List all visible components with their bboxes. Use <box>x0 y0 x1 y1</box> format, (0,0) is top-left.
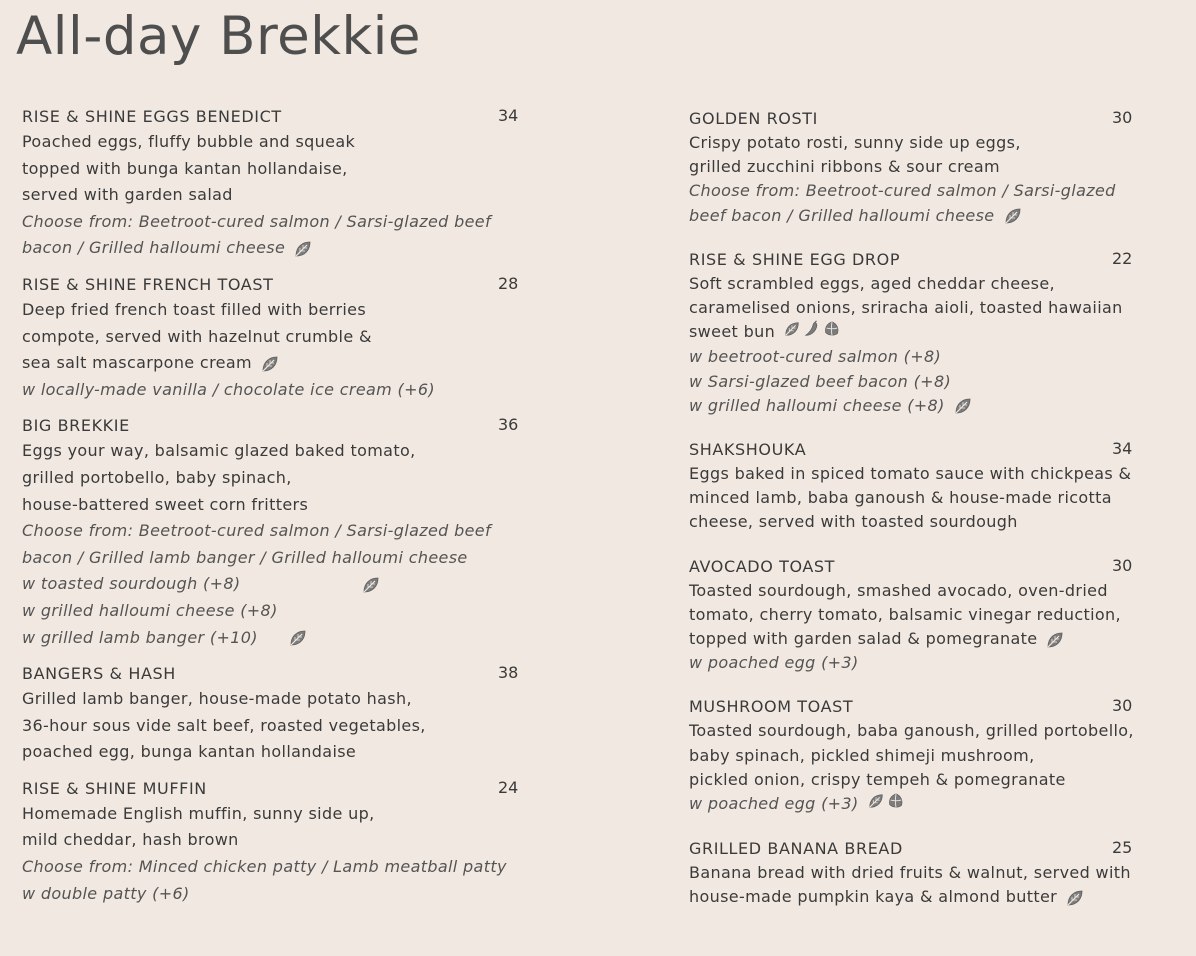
item-description: Grilled lamb banger, house-made potato hash, <box>22 689 412 709</box>
item-name: GOLDEN ROSTI <box>689 109 818 128</box>
item-price: 22 <box>1112 248 1133 268</box>
item-name: RISE & SHINE MUFFIN <box>22 778 207 798</box>
item-description: poached egg, bunga kantan hollandaise <box>22 742 357 762</box>
left-column <box>22 105 562 918</box>
vegetarian-leaf-icon <box>361 575 381 595</box>
item-description: house-battered sweet corn fritters <box>22 494 309 514</box>
item-price: 36 <box>498 415 519 435</box>
item-price: 34 <box>498 106 519 125</box>
item-description: Toasted sourdough, smashed avocado, oven-dried <box>689 580 1108 600</box>
item-description: Crispy potato rosti, sunny side up eggs, <box>689 133 1021 152</box>
menu-item-shakshouka <box>689 438 1189 535</box>
item-name: MUSHROOM TOAST <box>689 697 854 717</box>
menu-item-eggs-benedict <box>22 105 562 262</box>
item-description: Deep fried french toast filled with berries <box>22 299 367 319</box>
item-option: Choose from: Beetroot-cured salmon / Sarsi-glazed <box>689 181 1116 201</box>
vegetarian-leaf-icon <box>288 628 308 648</box>
menu-item-muffin <box>22 777 562 907</box>
item-description: cheese, served with toasted sourdough <box>689 512 1018 532</box>
item-description: mild cheddar, hash brown <box>22 830 239 850</box>
vegetarian-leaf-icon <box>867 792 885 817</box>
item-description: grilled portobello, baby spinach, <box>22 467 292 487</box>
item-price: 30 <box>1112 696 1133 716</box>
menu-title: All-day Brekkie <box>16 6 421 67</box>
right-column <box>689 107 1189 930</box>
item-option: w Sarsi-glazed beef bacon (+8) <box>689 371 952 391</box>
item-description: Poached eggs, fluffy bubble and squeak <box>22 132 356 151</box>
item-description: topped with garden salad & pomegranate <box>689 627 1189 651</box>
item-description: Banana bread with dried fruits & walnut, served with <box>689 863 1131 883</box>
item-price: 38 <box>498 663 519 683</box>
vegetarian-leaf-icon <box>1045 630 1065 650</box>
item-option: w poached egg (+3) <box>689 653 859 673</box>
item-option: Choose from: Minced chicken patty / Lamb meatball patty <box>22 857 507 877</box>
item-price: 25 <box>1112 838 1133 858</box>
vegetarian-leaf-icon <box>783 320 801 345</box>
menu-item-french-toast <box>22 273 562 403</box>
item-description: minced lamb, baba ganoush & house-made ricotta <box>689 488 1112 508</box>
menu-item-banana-bread <box>689 837 1189 909</box>
item-price: 28 <box>498 273 519 293</box>
spicy-chili-icon <box>803 320 821 345</box>
item-name: RISE & SHINE FRENCH TOAST <box>22 274 274 294</box>
item-option: w locally-made vanilla / chocolate ice cream (+6) <box>22 379 436 399</box>
item-description: topped with bunga kantan hollandaise, <box>22 158 348 178</box>
item-description: house-made pumpkin kaya & almond butter <box>689 885 1189 909</box>
item-option: w grilled lamb banger (+10) <box>22 625 562 652</box>
item-option: w poached egg (+3) <box>689 792 1189 817</box>
item-option: w double patty (+6) <box>22 883 190 903</box>
item-description: compote, served with hazelnut crumble & <box>22 326 372 346</box>
dietary-icons <box>867 792 907 817</box>
item-description: sea salt mascarpone cream <box>22 350 562 377</box>
item-description: grilled zucchini ribbons & sour cream <box>689 157 1000 177</box>
item-option: w beetroot-cured salmon (+8) <box>689 347 942 367</box>
item-price: 30 <box>1112 555 1133 575</box>
menu-item-egg-drop <box>689 248 1189 418</box>
contains-nuts-icon <box>887 792 905 817</box>
item-option: Choose from: Beetroot-cured salmon / Sarsi-glazed beef <box>22 211 491 231</box>
vegetarian-leaf-icon <box>1003 206 1023 226</box>
item-name: SHAKSHOUKA <box>689 440 807 460</box>
vegetarian-leaf-icon <box>953 396 973 416</box>
item-description: caramelised onions, sriracha aioli, toasted hawaiian <box>689 298 1123 318</box>
item-name: AVOCADO TOAST <box>689 556 836 576</box>
item-description: served with garden salad <box>22 185 233 205</box>
item-option: w grilled halloumi cheese (+8) <box>22 600 278 620</box>
item-name: GRILLED BANANA BREAD <box>689 839 903 859</box>
item-description: pickled onion, crispy tempeh & pomegranate <box>689 769 1066 789</box>
item-option: beef bacon / Grilled halloumi cheese <box>689 204 1189 228</box>
menu-item-bangers-hash <box>22 662 562 766</box>
contains-nuts-icon <box>823 320 841 345</box>
item-option: w toasted sourdough (+8) <box>22 571 562 598</box>
item-description: Toasted sourdough, baba ganoush, grilled portobello, <box>689 721 1134 741</box>
item-option: w grilled halloumi cheese (+8) <box>689 394 1189 418</box>
item-description: 36-hour sous vide salt beef, roasted vegetables, <box>22 715 426 735</box>
item-description: Eggs baked in spiced tomato sauce with chickpeas & <box>689 464 1132 484</box>
item-name: BIG BREKKIE <box>22 416 130 436</box>
item-name: BANGERS & HASH <box>22 664 176 684</box>
item-description: baby spinach, pickled shimeji mushroom, <box>689 745 1035 765</box>
vegetarian-leaf-icon <box>260 354 280 374</box>
item-description: Soft scrambled eggs, aged cheddar cheese, <box>689 273 1055 293</box>
item-name: RISE & SHINE EGGS BENEDICT <box>22 107 282 126</box>
menu-item-mushroom-toast <box>689 695 1189 817</box>
vegetarian-leaf-icon <box>293 239 313 259</box>
item-description: sweet bun <box>689 320 1189 345</box>
item-option: Choose from: Beetroot-cured salmon / Sarsi-glazed beef <box>22 521 491 541</box>
item-description: Eggs your way, balsamic glazed baked tomato, <box>22 441 416 461</box>
dietary-icons <box>783 320 843 345</box>
item-option: bacon / Grilled halloumi cheese <box>22 235 562 262</box>
item-description: Homemade English muffin, sunny side up, <box>22 803 375 823</box>
menu-item-avocado-toast <box>689 555 1189 676</box>
item-price: 34 <box>1112 439 1133 459</box>
menu-item-golden-rosti <box>689 107 1189 228</box>
menu-item-big-brekkie <box>22 414 562 651</box>
item-name: RISE & SHINE EGG DROP <box>689 249 901 269</box>
item-description: tomato, cherry tomato, balsamic vinegar reduction, <box>689 604 1121 624</box>
item-price: 30 <box>1112 108 1133 127</box>
item-price: 24 <box>498 777 519 797</box>
item-option: bacon / Grilled lamb banger / Grilled halloumi cheese <box>22 547 468 567</box>
vegetarian-leaf-icon <box>1065 888 1085 908</box>
